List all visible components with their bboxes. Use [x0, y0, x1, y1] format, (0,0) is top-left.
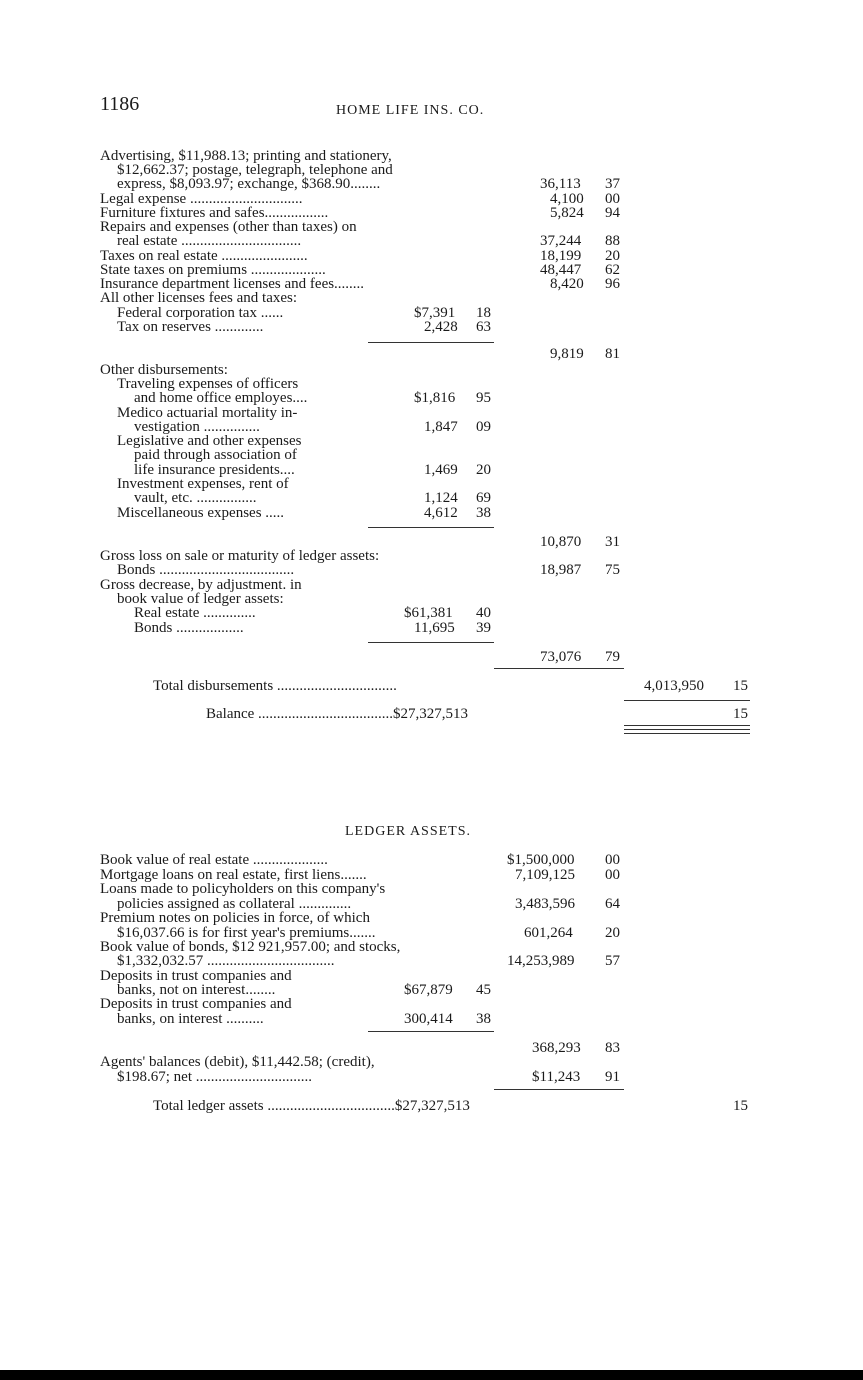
subtotal-rule	[368, 642, 494, 643]
agents-balances-cents: 91	[605, 1069, 620, 1085]
mortgage-loans: Mortgage loans on real estate, first liens.......	[100, 867, 367, 883]
premium-notes-line-2: $16,037.66 is for first year's premiums.......	[117, 925, 376, 941]
legal-amount: 4,100	[550, 191, 584, 207]
legislative-line-1: Legislative and other expenses	[117, 433, 302, 449]
policy-loans-line-2: policies assigned as collateral ..............	[117, 896, 352, 912]
bonds-decrease: Bonds ..................	[134, 620, 244, 636]
total-ledger-assets-cents: 15	[733, 1098, 748, 1114]
bonds-decrease-amount: 11,695	[414, 620, 455, 636]
deposits-not-interest-line-2: banks, not on interest........	[117, 982, 276, 998]
tax-on-reserves-cents: 63	[476, 319, 491, 335]
federal-corp-tax: Federal corporation tax ......	[117, 305, 284, 321]
deposits-interest-line-1: Deposits in trust companies and	[100, 996, 292, 1012]
real-estate-decrease-amount: $61,381	[404, 605, 453, 621]
deposits-not-interest-line-1: Deposits in trust companies and	[100, 968, 292, 984]
miscellaneous: Miscellaneous expenses .....	[117, 505, 285, 521]
bonds-loss-cents: 75	[605, 562, 620, 578]
column-rule	[494, 1089, 624, 1090]
repairs-amount: 37,244	[540, 233, 582, 249]
double-rule	[624, 729, 750, 730]
legal-expense: Legal expense ..............................	[100, 191, 303, 207]
traveling-line-1: Traveling expenses of officers	[117, 376, 299, 392]
all-other-licenses: All other licenses fees and taxes:	[100, 290, 298, 306]
premium-notes-amount: 601,264	[524, 925, 573, 941]
other-total-cents: 31	[605, 534, 620, 550]
agents-balances-line-2: $198.67; net ...............................	[117, 1069, 312, 1085]
page-number: 1186	[100, 93, 140, 115]
medico-line-1: Medico actuarial mortality in-	[117, 405, 298, 421]
bonds-loss: Bonds ....................................	[117, 562, 295, 578]
legislative-line-3: life insurance presidents....	[134, 462, 295, 478]
investment-amount: 1,124	[424, 490, 458, 506]
advertising-line-1: Advertising, $11,988.13; printing and stationery,	[100, 148, 392, 164]
total-ledger-assets: Total ledger assets ..................................$27,327,513	[153, 1098, 470, 1114]
federal-corp-tax-cents: 18	[476, 305, 491, 321]
furniture-cents: 94	[605, 205, 620, 221]
premium-notes-cents: 20	[605, 925, 620, 941]
state-taxes: State taxes on premiums ....................	[100, 262, 326, 278]
federal-corp-tax-amount: $7,391	[414, 305, 456, 321]
medico-cents: 09	[476, 419, 491, 435]
state-taxes-amount: 48,447	[540, 262, 582, 278]
bonds-stocks-cents: 57	[605, 953, 620, 969]
real-estate-decrease-cents: 40	[476, 605, 491, 621]
taxes-real-estate-amount: 18,199	[540, 248, 582, 264]
traveling-cents: 95	[476, 390, 491, 406]
tax-on-reserves-amount: 2,428	[424, 319, 458, 335]
investment-line-2: vault, etc. ................	[134, 490, 257, 506]
licenses-total: 9,819	[550, 346, 584, 362]
policy-loans-line-1: Loans made to policyholders on this company's	[100, 881, 386, 897]
deposits-interest-cents: 38	[476, 1011, 491, 1027]
traveling-line-2: and home office employes....	[134, 390, 308, 406]
deposits-interest-amount: 300,414	[404, 1011, 453, 1027]
policy-loans-cents: 64	[605, 896, 620, 912]
scan-edge-bar	[0, 1370, 863, 1380]
advertising-line-3: express, $8,093.97; exchange, $368.90........	[117, 176, 381, 192]
bonds-stocks-line-1: Book value of bonds, $12 921,957.00; and stocks,	[100, 939, 401, 955]
insurance-dept-amount: 8,420	[550, 276, 584, 292]
furniture-amount: 5,824	[550, 205, 584, 221]
investment-cents: 69	[476, 490, 491, 506]
running-head: HOME LIFE INS. CO.	[336, 103, 485, 118]
other-disbursements-heading: Other disbursements:	[100, 362, 228, 378]
miscellaneous-cents: 38	[476, 505, 491, 521]
deposits-not-interest-cents: 45	[476, 982, 491, 998]
gross-decrease-line-1: Gross decrease, by adjustment. in	[100, 577, 302, 593]
premium-notes-line-1: Premium notes on policies in force, of which	[100, 910, 370, 926]
miscellaneous-amount: 4,612	[424, 505, 458, 521]
traveling-amount: $1,816	[414, 390, 456, 406]
policy-loans-amount: 3,483,596	[515, 896, 575, 912]
legislative-amount: 1,469	[424, 462, 458, 478]
advertising-cents: 37	[605, 176, 620, 192]
repairs-line-2: real estate ................................	[117, 233, 302, 249]
bonds-stocks-line-2: $1,332,032.57 ..................................	[117, 953, 335, 969]
decrease-total-cents: 79	[605, 649, 620, 665]
state-taxes-cents: 62	[605, 262, 620, 278]
legislative-line-2: paid through association of	[134, 447, 297, 463]
decrease-total: 73,076	[540, 649, 582, 665]
repairs-line-1: Repairs and expenses (other than taxes) on	[100, 219, 357, 235]
book-value-real-estate: Book value of real estate ....................	[100, 852, 328, 868]
insurance-dept: Insurance department licenses and fees........	[100, 276, 365, 292]
column-rule	[494, 668, 624, 669]
subtotal-rule	[368, 342, 494, 343]
subtotal-rule	[368, 1031, 494, 1032]
repairs-cents: 88	[605, 233, 620, 249]
total-disbursements: Total disbursements ................................	[153, 678, 397, 694]
mortgage-loans-cents: 00	[605, 867, 620, 883]
deposits-total-cents: 83	[605, 1040, 620, 1056]
furniture: Furniture fixtures and safes.................	[100, 205, 329, 221]
gross-decrease-line-2: book value of ledger assets:	[117, 591, 284, 607]
advertising-amount: 36,113	[540, 176, 581, 192]
total-rule	[624, 700, 750, 701]
medico-amount: 1,847	[424, 419, 458, 435]
medico-line-2: vestigation ...............	[134, 419, 260, 435]
bonds-loss-amount: 18,987	[540, 562, 582, 578]
tax-on-reserves: Tax on reserves .............	[117, 319, 264, 335]
subtotal-rule	[368, 527, 494, 528]
gross-loss: Gross loss on sale or maturity of ledger assets:	[100, 548, 380, 564]
ledger-assets-title: LEDGER ASSETS.	[345, 824, 472, 839]
double-rule	[624, 733, 750, 734]
licenses-total-cents: 81	[605, 346, 620, 362]
deposits-total: 368,293	[532, 1040, 581, 1056]
book-value-real-estate-amount: $1,500,000	[507, 852, 575, 868]
investment-line-1: Investment expenses, rent of	[117, 476, 289, 492]
double-rule	[624, 725, 750, 726]
balance: Balance ....................................$27,327,513	[206, 706, 469, 722]
balance-cents: 15	[733, 706, 748, 722]
advertising-line-2: $12,662.37; postage, telegraph, telephone and	[117, 162, 393, 178]
deposits-interest-line-2: banks, on interest ..........	[117, 1011, 264, 1027]
total-disbursements-cents: 15	[733, 678, 748, 694]
mortgage-loans-amount: 7,109,125	[515, 867, 575, 883]
book-value-real-estate-cents: 00	[605, 852, 620, 868]
insurance-dept-cents: 96	[605, 276, 620, 292]
agents-balances-line-1: Agents' balances (debit), $11,442.58; (credit),	[100, 1054, 375, 1070]
taxes-real-estate: Taxes on real estate .......................	[100, 248, 308, 264]
bonds-decrease-cents: 39	[476, 620, 491, 636]
legal-cents: 00	[605, 191, 620, 207]
taxes-real-estate-cents: 20	[605, 248, 620, 264]
bonds-stocks-amount: 14,253,989	[507, 953, 575, 969]
legislative-cents: 20	[476, 462, 491, 478]
deposits-not-interest-amount: $67,879	[404, 982, 453, 998]
agents-balances-amount: $11,243	[532, 1069, 581, 1085]
other-total: 10,870	[540, 534, 582, 550]
total-disbursements-amount: 4,013,950	[644, 678, 704, 694]
real-estate-decrease: Real estate ..............	[134, 605, 256, 621]
